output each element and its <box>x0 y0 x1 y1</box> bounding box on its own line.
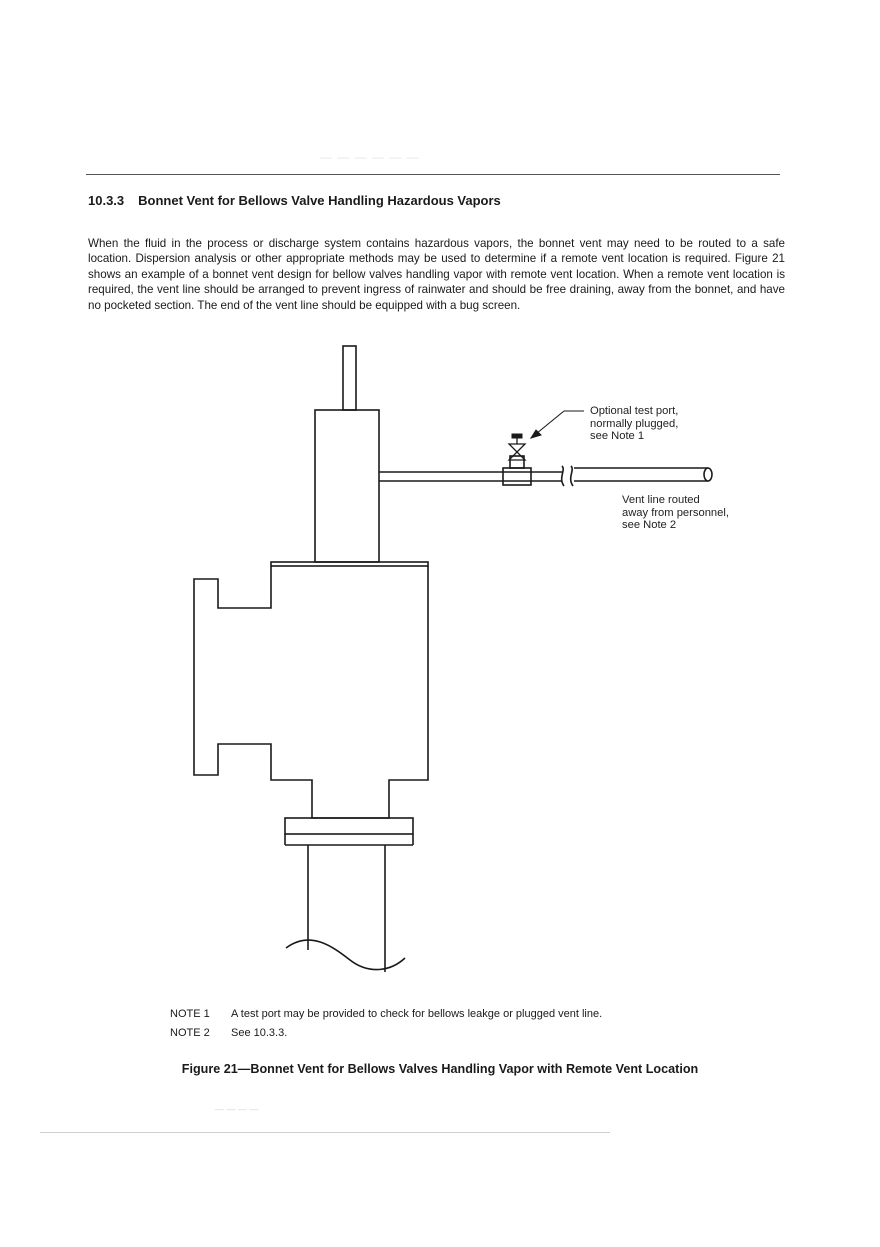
vent-break-right <box>571 466 573 486</box>
callout-test-port <box>590 405 678 443</box>
section-number: 10.3.3 <box>88 193 125 208</box>
note-1-label: NOTE 1 <box>170 1008 210 1020</box>
callout-test-port-line1: Optional test port, <box>590 405 679 417</box>
note-2-label: NOTE 2 <box>170 1027 210 1039</box>
valve-stem <box>343 346 356 410</box>
callout-vent-line <box>622 494 729 532</box>
tee-fitting <box>503 468 531 485</box>
note-1-text: A test port may be provided to check for bellows leakge or plugged vent line. <box>231 1008 603 1020</box>
test-port-plug <box>512 434 522 438</box>
note-1 <box>170 1005 602 1024</box>
inlet-flange <box>285 818 413 834</box>
valve-body <box>194 566 428 818</box>
figure-caption: Figure 21—Bonnet Vent for Bellows Valves Handling Vapor with Remote Vent Location <box>181 1062 699 1076</box>
test-port-valve-icon <box>509 444 525 460</box>
section-title: Bonnet Vent for Bellows Valve Handling Hazardous Vapors <box>138 193 501 208</box>
faint-running-header: — — — — — — <box>320 150 420 164</box>
figure-notes <box>170 1005 602 1043</box>
callout-test-port-line2: normally plugged, <box>590 417 679 430</box>
callout-test-port-line3: see Note 1 <box>590 430 645 442</box>
body-paragraph: When the fluid in the process or discharge system contains hazardous vapors, the bonnet vent may need to be routed to a safe location. Dispersion analysis or other appropriate methods may be used to determine if a remote vent location is required. Figure 21 shows an example of a bonnet vent design for bellow valves handling vapor with remote vent location. When a remote vent location is required, the vent line should be arranged to prevent ingress of rainwater and should be free draining, away from the bonnet, and have no pocketed section. The end of the vent line should be equipped with a bug screen. <box>88 236 785 312</box>
bonnet-flange <box>271 562 428 566</box>
note-2 <box>170 1024 602 1043</box>
valve-bonnet <box>315 410 379 562</box>
callout-vent-line-line3: see Note 2 <box>622 519 677 531</box>
callout-vent-line-line1: Vent line routed <box>622 494 700 506</box>
callout-vent-line-line2: away from personnel, <box>622 506 729 519</box>
faint-footer-mark: — — — — <box>215 1104 259 1114</box>
note-2-text: See 10.3.3. <box>231 1027 288 1039</box>
pipe-break-line <box>286 940 405 970</box>
vent-break-left <box>562 466 564 486</box>
footer-rule <box>40 1132 610 1133</box>
vent-line-open-end <box>704 468 712 481</box>
